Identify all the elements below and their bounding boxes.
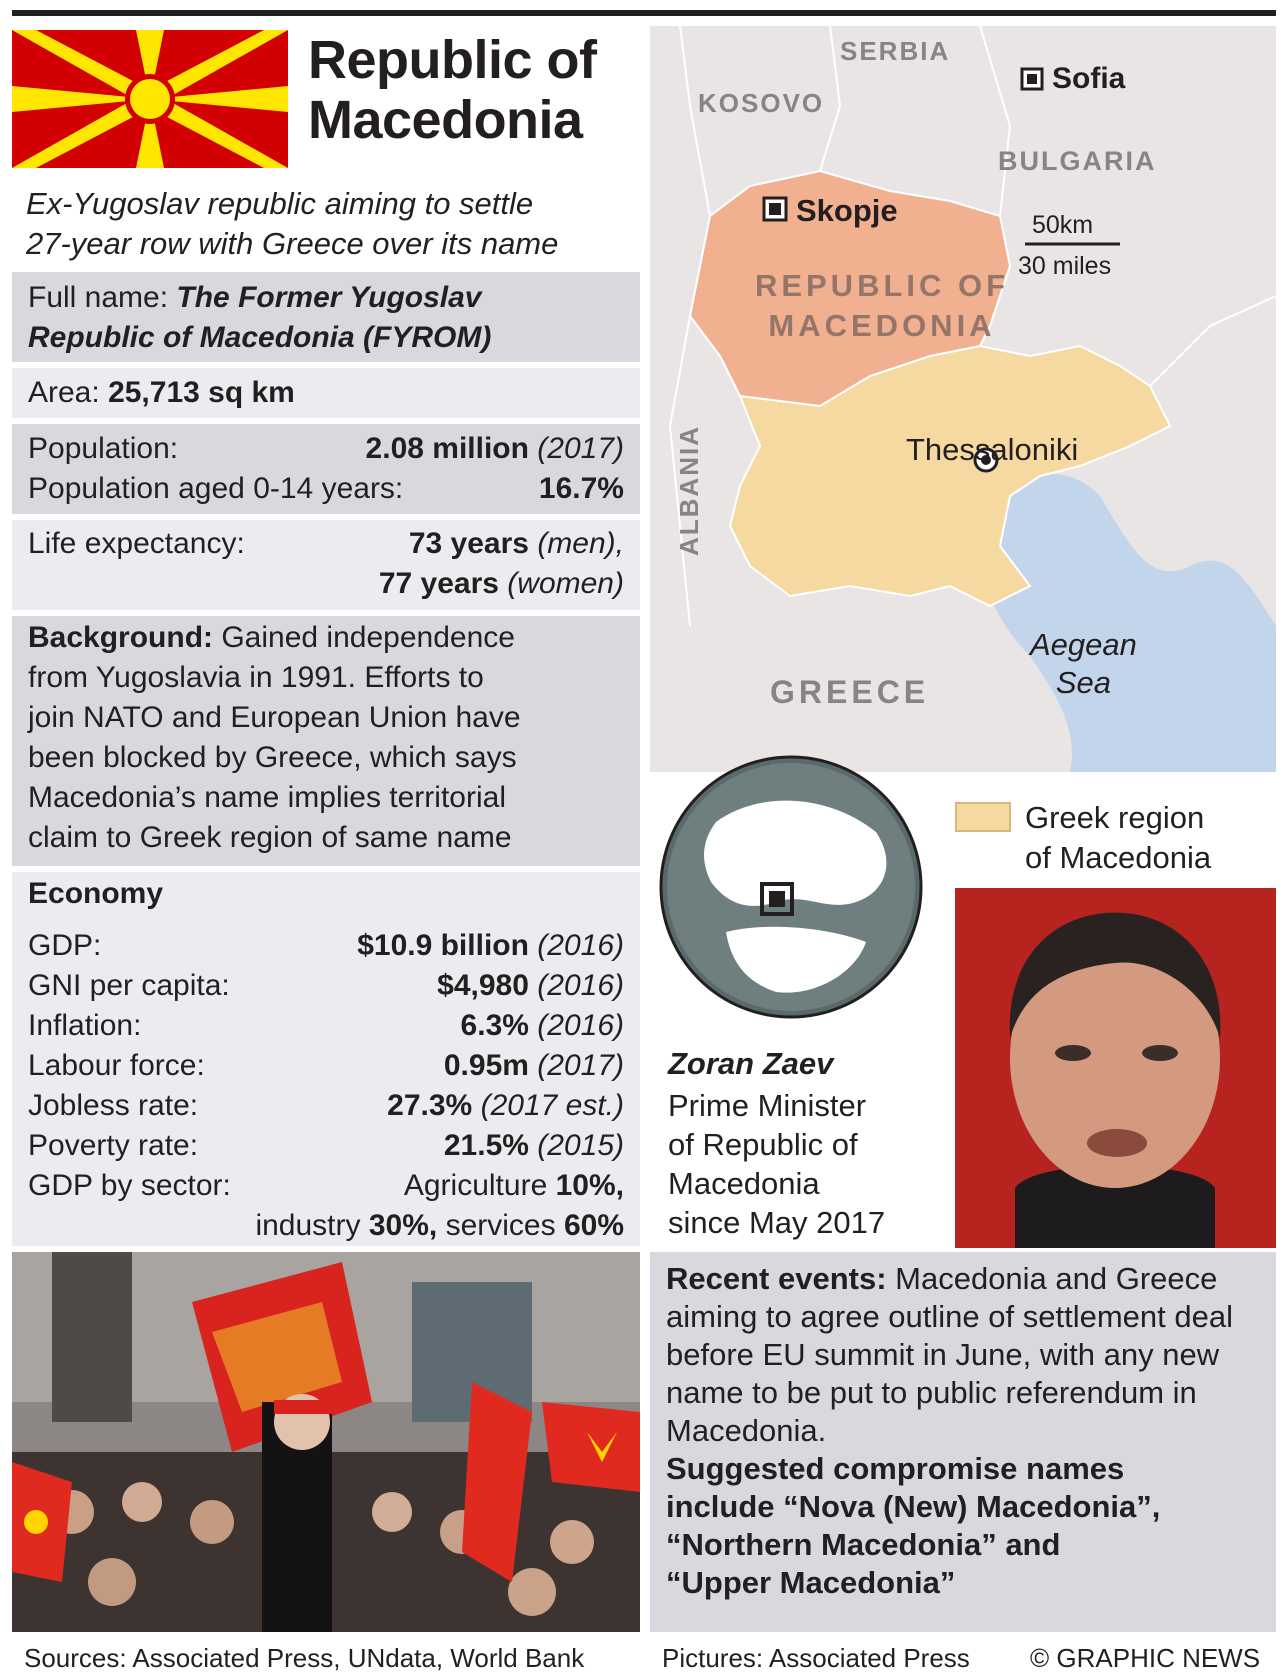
top-rule bbox=[12, 10, 1276, 16]
background-box: Background: Gained independence from Yugoslavia in 1991. Efforts to join NATO and European Union have been blocked by Greece, which says Macedonia’s name implies territorial claim to Greek region of same name bbox=[12, 616, 640, 866]
footer-pictures: Pictures: Associated Press bbox=[662, 1643, 970, 1673]
footer-sources: Sources: Associated Press, UNdata, World Bank bbox=[24, 1643, 585, 1673]
legend-label: Greek region of Macedonia bbox=[1025, 800, 1212, 875]
globe-locator-icon bbox=[656, 752, 926, 1022]
label-serbia: SERBIA bbox=[840, 36, 951, 66]
economy-row: GNI per capita: $4,980 (2016) bbox=[28, 969, 624, 1002]
label-aegean-sea: Aegean Sea bbox=[1030, 627, 1137, 700]
pm-role: Prime Minister of Republic of Macedonia since May 2017 bbox=[668, 1088, 886, 1240]
recent-events-box: Recent events: Macedonia and Greece aiming to agree outline of settlement deal before EU summit in June, with any new name to be put to public referendum in Macedonia. Suggested compromise names include “Nova (New) Macedonia”, “Northern Macedonia” and “Upper Macedonia” bbox=[650, 1252, 1276, 1632]
label-bulgaria: BULGARIA bbox=[998, 146, 1157, 176]
city-skopje: Skopje bbox=[796, 193, 898, 228]
crowd-photo bbox=[12, 1252, 640, 1632]
economy-box: Economy GDP: $10.9 billion (2016) GNI per capita: $4,980 (2016) Inflation: 6.3% (2016) Labour force: 0.95m (2017) Jobless rate: 27.3% (2017 est.) Poverty rate: 21.5% (2015) GDP by sector: Agriculture 10%, industry 30%, services 60% bbox=[12, 872, 640, 1246]
region-map bbox=[650, 26, 1276, 772]
city-sofia: Sofia bbox=[1052, 62, 1126, 95]
area-box: Area: 25,713 sq km bbox=[12, 368, 640, 418]
subtitle: Ex-Yugoslav republic aiming to settle 27-year row with Greece over its name bbox=[26, 186, 559, 261]
economy-heading: Economy bbox=[28, 877, 164, 910]
footer-credit: © GRAPHIC NEWS bbox=[1030, 1643, 1261, 1673]
map-shapes bbox=[650, 26, 1276, 772]
economy-row: Inflation: 6.3% (2016) bbox=[28, 1009, 624, 1042]
label-albania: ALBANIA bbox=[674, 425, 704, 556]
city-thessaloniki: Thessaloniki bbox=[906, 432, 1079, 467]
economy-row: Poverty rate: 21.5% (2015) bbox=[28, 1129, 624, 1162]
economy-row: Jobless rate: 27.3% (2017 est.) bbox=[28, 1089, 624, 1122]
full-name-box: Full name: The Former Yugoslav Republic of Macedonia (FYROM) bbox=[12, 272, 640, 362]
page-title: Republic of Macedonia bbox=[308, 30, 597, 150]
economy-row: GDP: $10.9 billion (2016) bbox=[28, 929, 624, 962]
economy-row: Labour force: 0.95m (2017) bbox=[28, 1049, 624, 1082]
population-box: Population: 2.08 million (2017) Population aged 0-14 years: 16.7% bbox=[12, 424, 640, 514]
prime-minister-portrait bbox=[955, 888, 1276, 1248]
economy-row: GDP by sector: Agriculture 10%, bbox=[28, 1169, 624, 1202]
life-expectancy-box: Life expectancy: 73 years (men), 77 years (women) bbox=[12, 520, 640, 610]
label-greece: GREECE bbox=[770, 674, 930, 710]
pm-name: Zoran Zaev bbox=[668, 1046, 834, 1081]
scale-miles: 30 miles bbox=[1018, 252, 1112, 280]
label-republic-of-macedonia: REPUBLIC OF MACEDONIA bbox=[754, 268, 1010, 343]
legend-swatch-greek-macedonia bbox=[955, 802, 1011, 832]
label-kosovo: KOSOVO bbox=[698, 88, 825, 118]
macedonia-flag-icon bbox=[12, 30, 288, 168]
scale-km: 50km bbox=[1032, 211, 1094, 239]
